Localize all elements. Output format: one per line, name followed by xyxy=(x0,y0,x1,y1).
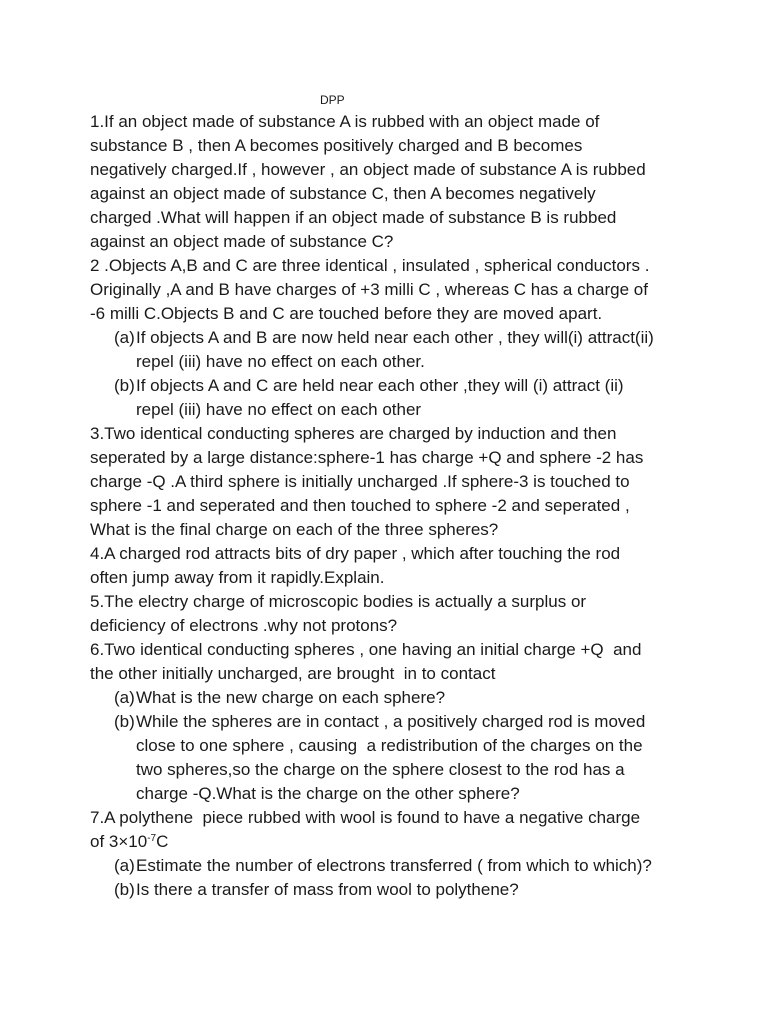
part-text: two spheres,so the charge on the sphere closest to the rod has a xyxy=(136,760,625,779)
question-1-line: negatively charged.If , however , an object made of substance A is rubbed xyxy=(90,160,646,179)
question-1-line: against an object made of substance C, then A becomes negatively xyxy=(90,184,596,203)
question-3-line: seperated by a large distance:sphere-1 has charge +Q and sphere -2 has xyxy=(90,448,644,467)
page-title: DPP xyxy=(320,93,345,107)
part-label: (a) xyxy=(114,688,135,707)
part-label: (a) xyxy=(114,856,135,875)
question-6-line: 6.Two identical conducting spheres , one having an initial charge +Q and xyxy=(90,640,642,659)
part-label: (b) xyxy=(114,880,135,899)
question-4-line: 4.A charged rod attracts bits of dry paper , which after touching the rod xyxy=(90,544,621,563)
question-4 xyxy=(90,542,760,590)
part-label: (a) xyxy=(114,328,135,347)
question-2-line: Originally ,A and B have charges of +3 milli C , whereas C has a charge of xyxy=(90,280,648,299)
document-body xyxy=(90,110,760,902)
question-3 xyxy=(90,422,760,542)
question-2-part-b xyxy=(90,374,760,422)
question-1 xyxy=(90,110,760,254)
question-1-line: substance B , then A becomes positively charged and B becomes xyxy=(90,136,583,155)
part-text: If objects A and B are now held near each other , they will(i) attract(ii) xyxy=(136,328,654,347)
charge-value-text: of 3×10 xyxy=(90,832,148,851)
question-1-line: against an object made of substance C? xyxy=(90,232,394,251)
question-2-line: 2 .Objects A,B and C are three identical , insulated , spherical conductors . xyxy=(90,256,650,275)
question-7-part-b xyxy=(90,878,760,902)
question-3-line: sphere -1 and seperated and then touched to sphere -2 and seperated , xyxy=(90,496,630,515)
question-3-line: What is the final charge on each of the three spheres? xyxy=(90,520,499,539)
part-text: What is the new charge on each sphere? xyxy=(136,688,446,707)
exponent: -7 xyxy=(147,833,157,844)
part-text: charge -Q.What is the charge on the other sphere? xyxy=(136,784,520,803)
unit-text: C xyxy=(156,832,169,851)
part-text: repel (iii) have no effect on each other xyxy=(136,400,422,419)
part-text: close to one sphere , causing a redistribution of the charges on the xyxy=(136,736,643,755)
question-3-line: charge -Q .A third sphere is initially uncharged .If sphere-3 is touched to xyxy=(90,472,630,491)
question-6 xyxy=(90,638,760,806)
question-6-part-a xyxy=(90,686,760,710)
part-text: If objects A and C are held near each other ,they will (i) attract (ii) xyxy=(136,376,624,395)
part-text: Estimate the number of electrons transferred ( from which to which)? xyxy=(136,856,652,875)
part-text: While the spheres are in contact , a positively charged rod is moved xyxy=(136,712,646,731)
question-7-part-a xyxy=(90,854,760,878)
question-6-line: the other initially uncharged, are brought in to contact xyxy=(90,664,496,683)
question-5-line: deficiency of electrons .why not protons? xyxy=(90,616,398,635)
part-label: (b) xyxy=(114,376,135,395)
question-1-line: 1.If an object made of substance A is rubbed with an object made of xyxy=(90,112,600,131)
part-text: Is there a transfer of mass from wool to polythene? xyxy=(136,880,519,899)
question-5-line: 5.The electry charge of microscopic bodies is actually a surplus or xyxy=(90,592,587,611)
question-2-part-a xyxy=(90,326,760,374)
question-7-line: 7.A polythene piece rubbed with wool is found to have a negative charge xyxy=(90,808,641,827)
question-4-line: often jump away from it rapidly.Explain. xyxy=(90,568,385,587)
question-1-line: charged .What will happen if an object made of substance B is rubbed xyxy=(90,208,617,227)
question-3-line: 3.Two identical conducting spheres are charged by induction and then xyxy=(90,424,617,443)
question-6-part-b xyxy=(90,710,760,806)
part-label: (b) xyxy=(114,712,135,731)
question-5 xyxy=(90,590,760,638)
part-text: repel (iii) have no effect on each other. xyxy=(136,352,425,371)
question-2-line: -6 milli C.Objects B and C are touched before they are moved apart. xyxy=(90,304,603,323)
question-2 xyxy=(90,254,760,422)
question-7 xyxy=(90,806,760,902)
question-7-line xyxy=(90,830,760,854)
